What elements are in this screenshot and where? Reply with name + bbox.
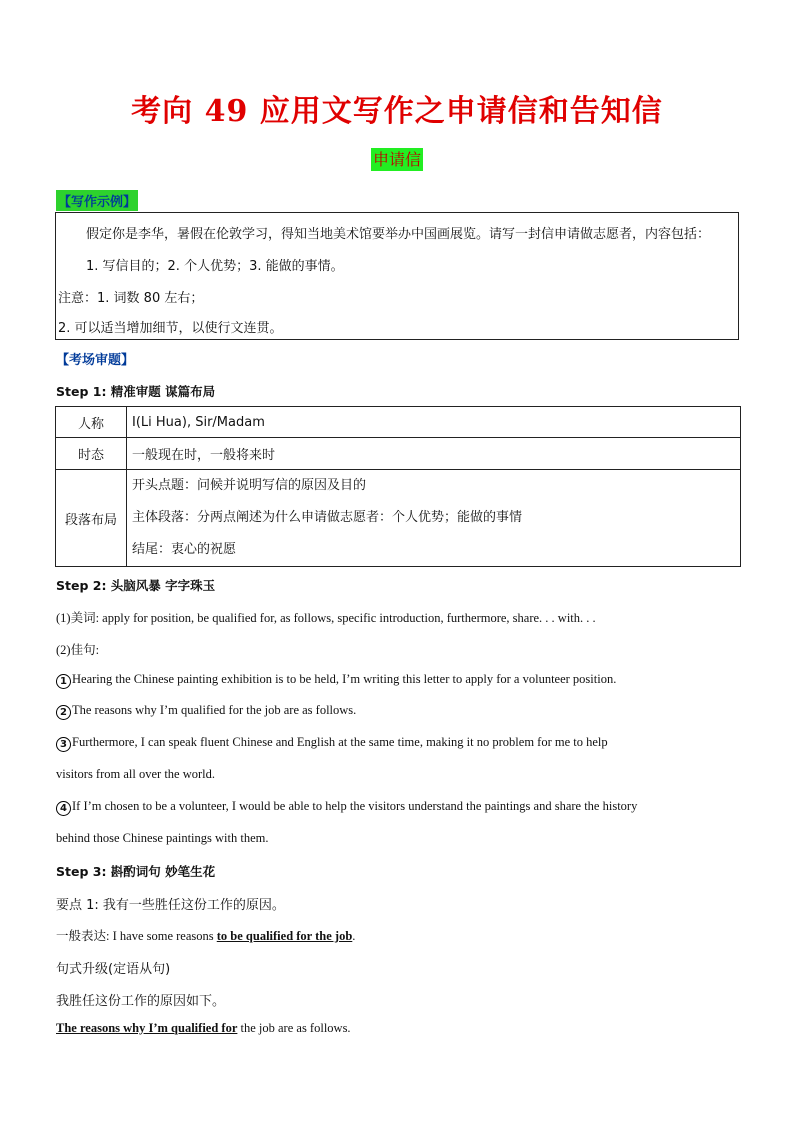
step-2-heading: Step 2: 头脑风暴 字字珠玉: [56, 578, 216, 593]
layout-opening: 开头点题：问候并说明写信的原因及目的: [132, 478, 367, 493]
sentence-3: [56, 735, 608, 752]
table-value: [127, 470, 741, 567]
upgrade-sentence: [56, 1021, 351, 1036]
upgrade-chinese: 我胜任这份工作的原因如下。: [56, 994, 226, 1009]
table-row: [56, 407, 741, 438]
table-key: 时态: [56, 438, 127, 470]
layout-body: 主体段落：分两点阐述为什么申请做志愿者：个人优势；能做的事情: [132, 510, 523, 525]
number-badge: 4: [56, 801, 71, 816]
subtitle-text: 申请信: [372, 150, 421, 169]
number-badge: 3: [56, 737, 71, 752]
subtitle: [0, 147, 794, 170]
vocab-line: (1)美词: apply for position, be qualified for, as follows, specific introduction, furthermore, share. . . with. . .: [56, 611, 596, 625]
normal-expression: [56, 926, 355, 944]
normal-text: I have some reasons: [112, 929, 217, 943]
sentence-3-cont: visitors from all over the world.: [56, 767, 215, 781]
sentence-4-cont: behind those Chinese paintings with them.: [56, 831, 269, 845]
number-badge: 2: [56, 705, 71, 720]
table-value: I(Li Hua), Sir/Madam: [127, 407, 741, 438]
step-3-heading: Step 3: 斟酌词句 妙笔生花: [56, 864, 216, 879]
upgrade-label: 句式升级(定语从句): [56, 962, 171, 977]
prompt-box: [55, 212, 739, 340]
outline-table: [55, 406, 741, 567]
upgrade-underline: The reasons why I’m qualified for: [56, 1021, 238, 1035]
layout-ending: 结尾：衷心的祝愿: [132, 542, 237, 557]
upgrade-end: the job are as follows.: [237, 1021, 351, 1035]
sentence-text: If I’m chosen to be a volunteer, I would be able to help the visitors understand the paintings and share the history: [72, 799, 638, 813]
sentence-text: Hearing the Chinese painting exhibition is to be held, I’m writing this letter to apply for a volunteer position.: [72, 672, 617, 686]
table-key: 人称: [56, 407, 127, 438]
prompt-line-3: 注意：1. 词数 80 左右；: [58, 291, 204, 306]
section-analysis-label: 【考场审题】: [56, 353, 135, 368]
table-row: [56, 438, 741, 470]
step-1-heading: Step 1: 精准审题 谋篇布局: [56, 384, 216, 399]
sentence-text: Furthermore, I can speak fluent Chinese and English at the same time, making it no problem for me to help: [72, 735, 608, 749]
section-example-label: 【写作示例】: [56, 190, 138, 211]
sentence-4: [56, 799, 637, 816]
table-key: 段落布局: [56, 470, 127, 567]
table-value: 一般现在时，一般将来时: [127, 438, 741, 470]
sentence-2: [56, 703, 356, 720]
normal-end: .: [352, 929, 356, 943]
point-1: 要点 1: 我有一些胜任这份工作的原因。: [56, 898, 285, 913]
sentence-1: [56, 672, 616, 689]
normal-underline: to be qualified for the job: [216, 929, 353, 943]
sentences-label: (2)佳句:: [56, 643, 100, 657]
table-row: [56, 470, 741, 567]
prompt-line-1: 假定你是李华，暑假在伦敦学习，得知当地美术馆要举办中国画展览。请写一封信申请做志愿者，内容包括：: [86, 227, 711, 242]
prompt-line-4: 2. 可以适当增加细节，以使行文连贯。: [58, 321, 283, 336]
page-title: 考向 49 应用文写作之申请信和告知信: [131, 94, 663, 129]
number-badge: 1: [56, 674, 71, 689]
sentence-text: The reasons why I’m qualified for the job are as follows.: [72, 703, 357, 717]
normal-label: 一般表达:: [56, 929, 113, 943]
prompt-line-2: 1. 写信目的；2. 个人优势；3. 能做的事情。: [86, 259, 344, 274]
